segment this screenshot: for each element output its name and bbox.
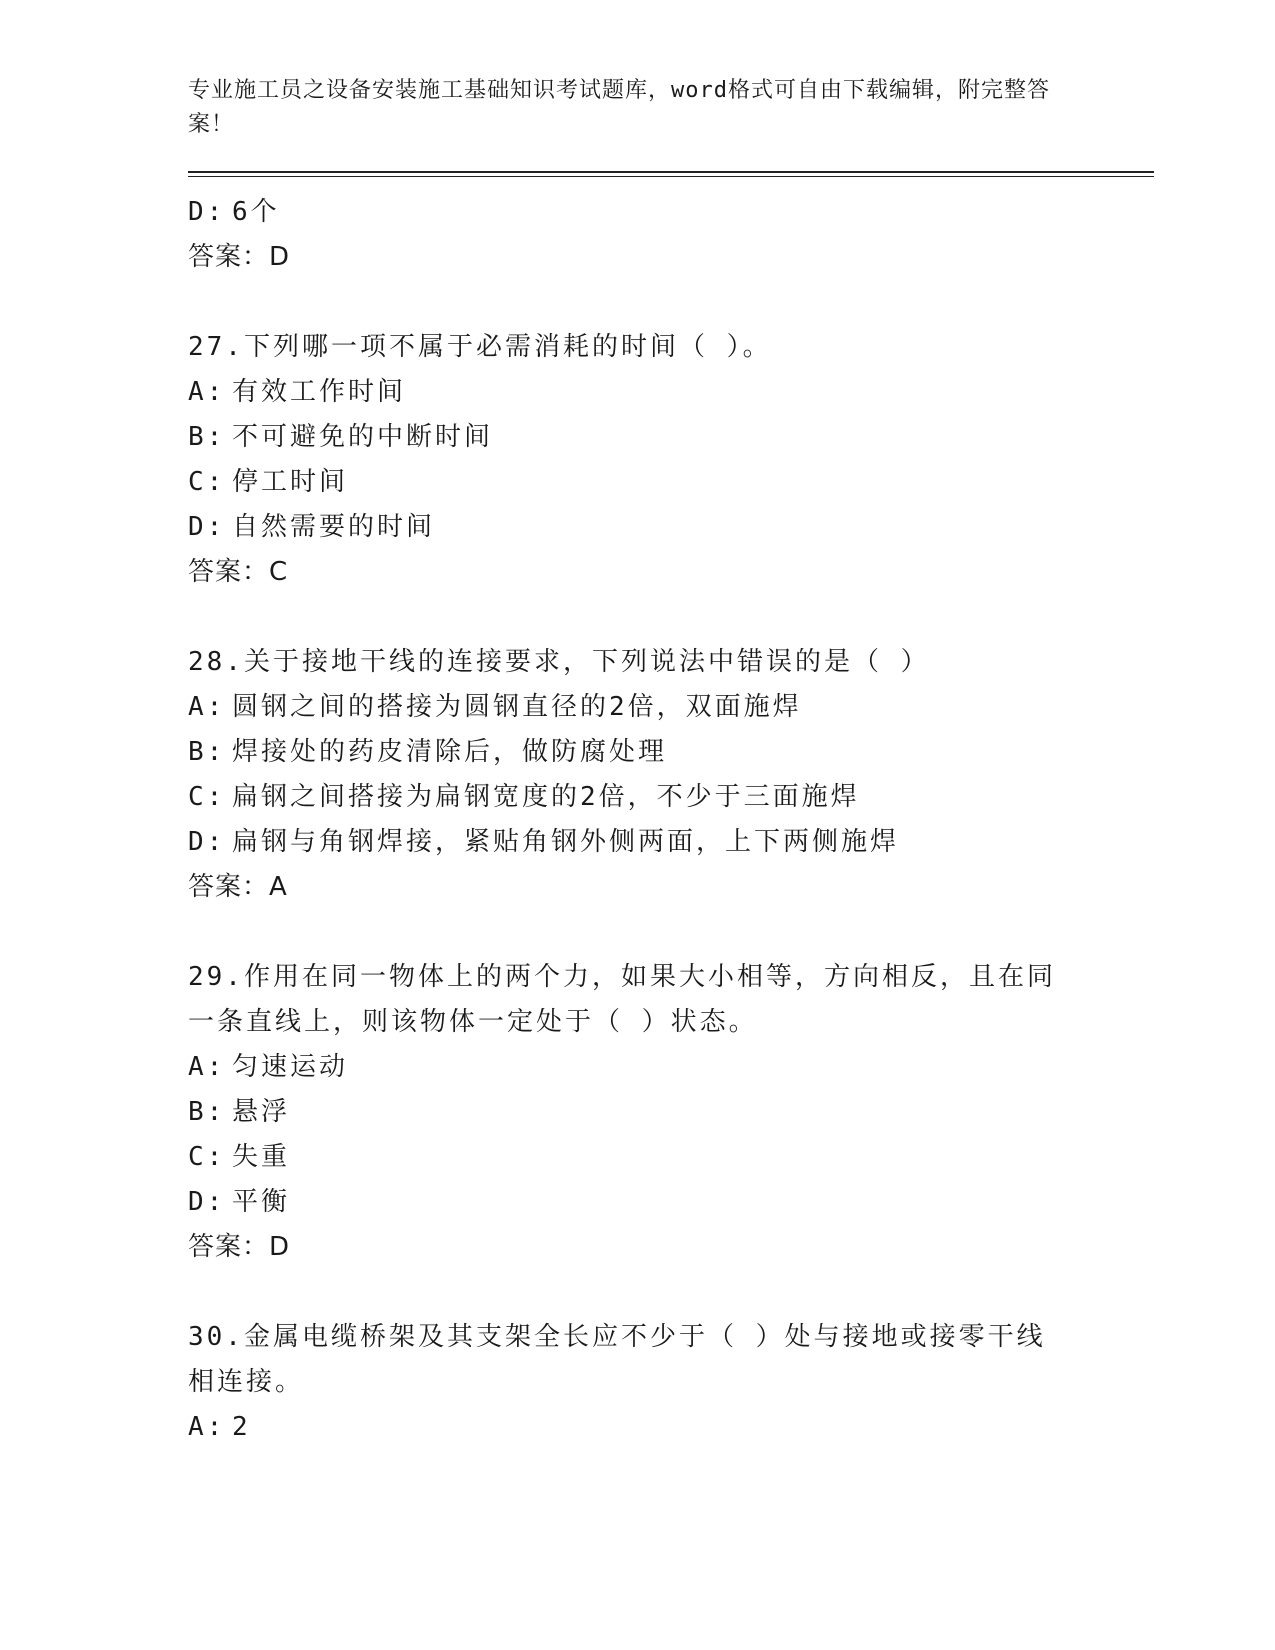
option-label: A: — [188, 377, 226, 407]
question-content — [188, 190, 1088, 1450]
spacer — [188, 910, 1088, 955]
spacer — [188, 1270, 1088, 1315]
question-29-option-c — [188, 1135, 1088, 1180]
answer-prev: 答案：D — [188, 242, 291, 272]
option-text: 扁钢与角钢焊接，紧贴角钢外侧两面，上下两侧施焊 — [232, 827, 900, 857]
question-27-option-d — [188, 505, 1088, 550]
option-text: 悬浮 — [232, 1097, 291, 1127]
option-text: 扁钢之间搭接为扁钢宽度的2倍，不少于三面施焊 — [232, 782, 860, 812]
option-text: 失重 — [232, 1142, 291, 1172]
question-29-option-a — [188, 1045, 1088, 1090]
option-text: 自然需要的时间 — [232, 512, 436, 542]
question-29-answer: 答案：D — [188, 1232, 291, 1262]
question-27-answer: 答案：C — [188, 557, 289, 587]
question-28-option-c — [188, 775, 1088, 820]
question-28-text: 28.关于接地干线的连接要求，下列说法中错误的是（ ） — [188, 647, 930, 677]
option-text: 6个 — [232, 197, 280, 227]
question-29-option-b — [188, 1090, 1088, 1135]
question-27-option-a — [188, 370, 1088, 415]
spacer — [188, 595, 1088, 640]
option-text: 平衡 — [232, 1187, 291, 1217]
option-label: B: — [188, 737, 226, 767]
question-27-option-b — [188, 415, 1088, 460]
option-d-prev — [188, 190, 1088, 235]
option-label: D: — [188, 197, 226, 227]
question-28-option-b — [188, 730, 1088, 775]
option-label: A: — [188, 1412, 226, 1442]
question-28-answer: 答案：A — [188, 872, 288, 902]
question-27-option-c — [188, 460, 1088, 505]
option-label: C: — [188, 1142, 226, 1172]
option-text: 2 — [232, 1412, 251, 1442]
option-text: 不可避免的中断时间 — [232, 422, 494, 452]
header-divider-thick — [188, 171, 1154, 173]
option-text: 焊接处的药皮清除后，做防腐处理 — [232, 737, 668, 767]
option-label: A: — [188, 692, 226, 722]
option-text: 有效工作时间 — [232, 377, 407, 407]
header-divider-thin — [188, 176, 1154, 177]
question-29-option-d — [188, 1180, 1088, 1225]
question-28-option-a — [188, 685, 1088, 730]
option-label: C: — [188, 782, 226, 812]
option-text: 圆钢之间的搭接为圆钢直径的2倍，双面施焊 — [232, 692, 802, 722]
option-text: 匀速运动 — [232, 1052, 349, 1082]
option-label: D: — [188, 512, 226, 542]
option-text: 停工时间 — [232, 467, 349, 497]
option-label: B: — [188, 422, 226, 452]
option-label: D: — [188, 1187, 226, 1217]
option-label: C: — [188, 467, 226, 497]
option-label: A: — [188, 1052, 226, 1082]
document-header: 专业施工员之设备安装施工基础知识考试题库，word格式可自由下载编辑，附完整答案！ — [188, 78, 1050, 137]
question-30-option-a — [188, 1405, 1088, 1450]
question-29-text: 29.作用在同一物体上的两个力，如果大小相等，方向相反，且在同一条直线上，则该物体一定处于（ ）状态。 — [188, 962, 1056, 1037]
option-label: D: — [188, 827, 226, 857]
question-30-text: 30.金属电缆桥架及其支架全长应不少于（ ）处与接地或接零干线相连接。 — [188, 1322, 1046, 1397]
question-28-option-d — [188, 820, 1088, 865]
spacer — [188, 280, 1088, 325]
question-27-text: 27.下列哪一项不属于必需消耗的时间（ ）。 — [188, 332, 772, 362]
option-label: B: — [188, 1097, 226, 1127]
